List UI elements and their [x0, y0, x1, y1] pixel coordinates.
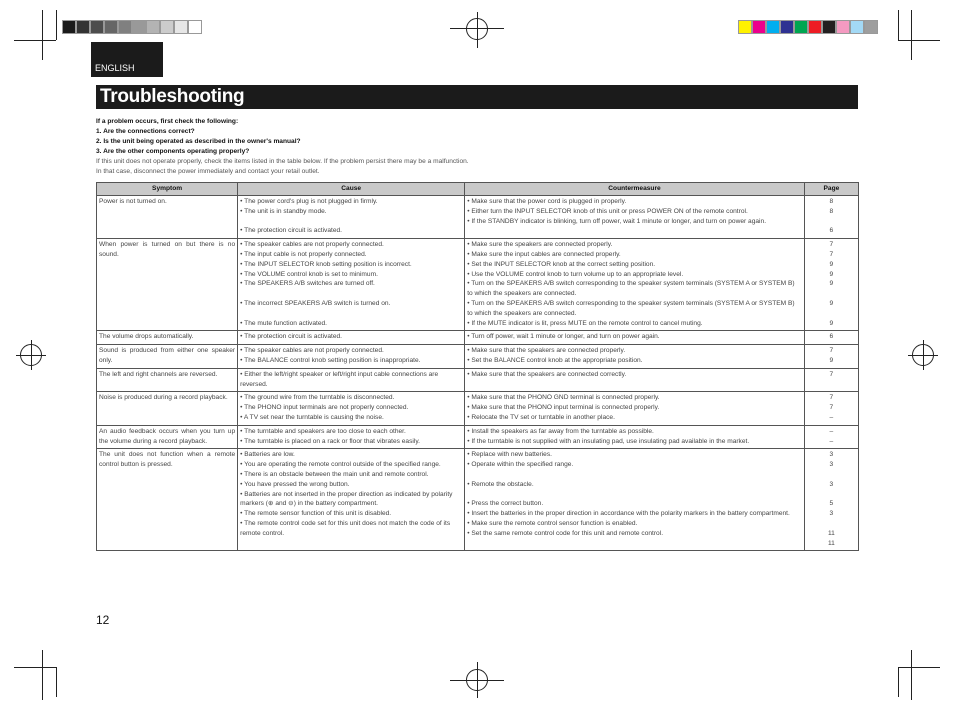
page-cell [804, 449, 858, 551]
countermeasure-cell-line: • Install the speakers as far away from the turntable as possible. [467, 427, 654, 435]
page-cell-line: 3 [829, 451, 834, 459]
page-cell-line: 9 [829, 299, 834, 307]
cause-cell-line: • The INPUT SELECTOR knob setting position is incorrect. [240, 260, 412, 268]
page-title: Troubleshooting [100, 86, 245, 107]
page-cell-line: 5 [829, 500, 834, 508]
color-swatch [850, 20, 864, 34]
crop-mark [56, 667, 57, 697]
countermeasure-cell-line [467, 470, 802, 480]
table-row [97, 449, 859, 551]
color-swatch [160, 20, 174, 34]
cause-cell-line: • Either the left/right speaker or left/right input cable connections are reversed. [240, 370, 439, 388]
page-cell-line: – [829, 427, 834, 435]
table-header-row [97, 183, 859, 196]
page-cell-line: 11 [827, 539, 835, 547]
color-swatch [822, 20, 836, 34]
page-cell [804, 331, 858, 345]
countermeasure-cell [465, 449, 805, 551]
table-row [97, 392, 859, 425]
cause-cell-line: • The PHONO input terminals are not properly connected. [240, 404, 409, 412]
countermeasure-cell-line: • If the MUTE indicator is lit, press MUTE on the remote control to cancel muting. [467, 319, 703, 327]
table-row [97, 239, 859, 331]
registration-mark [466, 18, 488, 40]
page-cell [804, 368, 858, 392]
header-cause: Cause [238, 183, 465, 196]
intro-heading: 3. Are the other components operating properly? [96, 148, 250, 155]
color-swatch [794, 20, 808, 34]
page-cell [804, 239, 858, 331]
color-swatch [836, 20, 850, 34]
page-number: 12 [96, 613, 110, 627]
crop-mark [898, 667, 940, 668]
cause-cell-line: • Batteries are low. [240, 451, 295, 459]
page-cell-line: 7 [829, 404, 834, 412]
page-cell-line: 3 [829, 480, 834, 488]
countermeasure-cell-line: • Set the BALANCE control knob at the appropriate position. [467, 356, 643, 364]
page-cell-line: 8 [829, 207, 834, 215]
cause-cell-line: • The speaker cables are not properly connected. [240, 347, 384, 355]
page-cell-line: 9 [829, 270, 834, 278]
symptom-cell: Sound is produced from either one speaker only. [97, 345, 238, 369]
symptom-cell: Noise is produced during a record playback. [97, 392, 238, 425]
cause-cell-line: • The turntable and speakers are too close to each other. [240, 427, 406, 435]
gray-color-bar [62, 20, 202, 34]
cause-cell-line: • The VOLUME control knob is set to minimum. [240, 270, 378, 278]
cause-cell-line [240, 309, 462, 319]
countermeasure-cell-line: • Turn on the SPEAKERS A/B switch corresponding to the speaker system terminals (SYSTEM A or SYSTEM B) to which the speakers are connected. [467, 280, 795, 298]
countermeasure-cell-line: • Make sure that the PHONO input terminal is connected properly. [467, 404, 660, 412]
cause-cell-line: • The BALANCE control knob setting position is inappropriate. [240, 356, 421, 364]
cause-cell [238, 368, 465, 392]
cause-cell [238, 196, 465, 239]
crop-mark [14, 40, 56, 41]
page-cell-line: 7 [829, 241, 834, 249]
symptom-cell: When power is turned on but there is no sound. [97, 239, 238, 331]
countermeasure-cell-line: • Turn on the SPEAKERS A/B switch corresponding to the speaker system terminals (SYSTEM A or SYSTEM B) to which the speakers are connected. [467, 299, 795, 317]
intro-heading: If a problem occurs, first check the following: [96, 118, 239, 125]
cause-cell-line [240, 289, 462, 299]
cause-cell-line: • The protection circuit is activated. [240, 333, 343, 341]
page-cell-line: 9 [829, 356, 834, 364]
page-cell-line: 9 [829, 280, 834, 288]
countermeasure-cell [465, 425, 805, 449]
page-cell-line: – [829, 413, 834, 421]
countermeasure-cell-line: • Replace with new batteries. [467, 451, 552, 459]
cause-cell-line: • The input cable is not properly connected. [240, 250, 367, 258]
crop-mark [56, 10, 57, 40]
page-cell-line: 11 [827, 529, 835, 537]
page-cell-line [807, 217, 856, 227]
countermeasure-cell-line: • Press the correct button. [467, 500, 544, 508]
table-row [97, 425, 859, 449]
color-swatch [808, 20, 822, 34]
countermeasure-cell-line: • Set the INPUT SELECTOR knob at the correct setting position. [467, 260, 656, 268]
troubleshooting-table [96, 182, 859, 551]
page-cell-line: – [829, 437, 834, 445]
cause-cell [238, 345, 465, 369]
symptom-cell: The unit does not function when a remote control button is pressed. [97, 449, 238, 551]
symptom-cell: The volume drops automatically. [97, 331, 238, 345]
page-cell-line: 6 [829, 227, 834, 235]
language-tab [91, 42, 163, 77]
page-cell-line [807, 309, 856, 319]
countermeasure-cell-line: • Make sure the remote control sensor function is enabled. [467, 519, 638, 527]
header-countermeasure: Countermeasure [465, 183, 805, 196]
cause-cell-line: • Batteries are not inserted in the proper direction as indicated by polarity markers (⊕ and ⊖) in the battery compartment. [240, 490, 453, 508]
page-cell-line: 3 [829, 461, 834, 469]
countermeasure-cell-line: • Use the VOLUME control knob to turn volume up to an appropriate level. [467, 270, 684, 278]
cause-cell-line: • The turntable is placed on a rack or floor that vibrates easily. [240, 437, 420, 445]
countermeasure-cell-line: • Make sure the speakers are connected properly. [467, 241, 613, 249]
page-cell-line: 9 [829, 260, 834, 268]
countermeasure-cell [465, 239, 805, 331]
crop-mark [911, 650, 912, 700]
intro-text [96, 117, 858, 177]
registration-mark [466, 669, 488, 691]
page-cell-line: 7 [829, 394, 834, 402]
page-cell [804, 345, 858, 369]
crop-mark [42, 10, 43, 60]
cause-cell-line: • The remote sensor function of this unit is disabled. [240, 510, 392, 518]
intro-note: If this unit does not operate properly, check the items listed in the table below. If the problem persist there may be a malfunction. [96, 158, 469, 165]
color-swatch [132, 20, 146, 34]
countermeasure-cell-line: • Either turn the INPUT SELECTOR knob of this unit or press POWER ON of the remote control. [467, 207, 748, 215]
color-swatch [864, 20, 878, 34]
symptom-cell: The left and right channels are reversed. [97, 368, 238, 392]
table-row [97, 345, 859, 369]
crop-mark [898, 667, 899, 697]
countermeasure-cell [465, 392, 805, 425]
page-cell-line: 6 [829, 333, 834, 341]
color-swatch [104, 20, 118, 34]
page-cell-line: 9 [829, 319, 834, 327]
symptom-cell: Power is not turned on. [97, 196, 238, 239]
countermeasure-cell-line: • Operate within the specified range. [467, 461, 574, 469]
cause-cell-line: • The speaker cables are not properly connected. [240, 241, 384, 249]
language-label: ENGLISH [95, 63, 135, 73]
title-bar [96, 85, 858, 109]
countermeasure-cell-line: • Remote the obstacle. [467, 480, 534, 488]
page-cell-line [807, 519, 856, 529]
countermeasure-cell [465, 196, 805, 239]
cause-cell [238, 331, 465, 345]
table-row [97, 368, 859, 392]
page-cell-line [807, 289, 856, 299]
countermeasure-cell-line: • Make sure the input cables are connected properly. [467, 250, 621, 258]
cause-cell [238, 449, 465, 551]
color-swatch [90, 20, 104, 34]
color-swatch [62, 20, 76, 34]
intro-note: In that case, disconnect the power immediately and contact your retail outlet. [96, 168, 320, 175]
page-cell [804, 196, 858, 239]
countermeasure-cell-line: • Insert the batteries in the proper direction in accordance with the polarity markers in the battery compartment. [467, 510, 790, 518]
cause-cell-line: • The ground wire from the turntable is disconnected. [240, 394, 395, 402]
color-swatch [146, 20, 160, 34]
countermeasure-cell-line [467, 490, 802, 500]
color-swatch [174, 20, 188, 34]
page-cell-line [807, 490, 856, 500]
page-cell-line: 3 [829, 510, 834, 518]
cause-cell-line [240, 217, 462, 227]
header-page: Page [804, 183, 858, 196]
cause-cell [238, 425, 465, 449]
cause-cell-line: • The mute function activated. [240, 319, 327, 327]
countermeasure-cell-line: • Relocate the TV set or turntable in another place. [467, 413, 615, 421]
countermeasure-cell [465, 345, 805, 369]
page-cell-line: 8 [829, 198, 834, 205]
cause-cell-line: • You are operating the remote control outside of the specified range. [240, 461, 441, 469]
cause-cell [238, 239, 465, 331]
cause-cell [238, 392, 465, 425]
color-swatch [738, 20, 752, 34]
cause-cell-line: • The incorrect SPEAKERS A/B switch is turned on. [240, 299, 391, 307]
page-cell [804, 392, 858, 425]
cause-cell-line: • The unit is in standby mode. [240, 207, 327, 215]
color-swatch [752, 20, 766, 34]
cause-cell-line: • The power cord's plug is not plugged in firmly. [240, 198, 378, 205]
page-cell [804, 425, 858, 449]
countermeasure-cell-line: • Make sure that the speakers are connected properly. [467, 347, 626, 355]
color-swatch [188, 20, 202, 34]
intro-heading: 2. Is the unit being operated as described in the owner's manual? [96, 138, 301, 145]
countermeasure-cell-line: • Make sure that the power cord is plugged in properly. [467, 198, 627, 205]
crop-mark [898, 40, 940, 41]
crop-mark [911, 10, 912, 60]
color-swatch [766, 20, 780, 34]
cause-cell-line: • The protection circuit is activated. [240, 227, 343, 235]
countermeasure-cell [465, 331, 805, 345]
crop-mark [42, 650, 43, 700]
intro-heading: 1. Are the connections correct? [96, 128, 195, 135]
countermeasure-cell-line: • Set the same remote control code for this unit and remote control. [467, 529, 664, 537]
color-swatch [76, 20, 90, 34]
header-symptom: Symptom [97, 183, 238, 196]
color-swatch [780, 20, 794, 34]
cause-cell-line: • A TV set near the turntable is causing the noise. [240, 413, 384, 421]
countermeasure-cell-line: • Make sure that the speakers are connected correctly. [467, 370, 627, 378]
cause-cell-line: • There is an obstacle between the main unit and remote control. [240, 470, 429, 478]
color-swatch [118, 20, 132, 34]
page-cell-line: 7 [829, 250, 834, 258]
countermeasure-cell-line: • If the turntable is not supplied with an insulating pad, use insulating pad available in the market. [467, 437, 750, 445]
page-cell-line [807, 470, 856, 480]
countermeasure-cell-line: • Make sure that the PHONO GND terminal is connected properly. [467, 394, 660, 402]
cause-cell-line: • The remote control code set for this unit does not match the code of its remote control. [240, 519, 451, 537]
page-cell-line: 7 [829, 370, 834, 378]
countermeasure-cell-line: • If the STANDBY indicator is blinking, turn off power, wait 1 minute or longer, and turn on power again. [467, 217, 767, 225]
registration-mark [20, 344, 42, 366]
table-row [97, 196, 859, 239]
symptom-cell: An audio feedback occurs when you turn up the volume during a record playback. [97, 425, 238, 449]
cause-cell-line: • You have pressed the wrong button. [240, 480, 350, 488]
crop-mark [898, 10, 899, 40]
crop-mark [14, 667, 56, 668]
countermeasure-cell [465, 368, 805, 392]
registration-mark [912, 344, 934, 366]
countermeasure-cell-line: • Turn off power, wait 1 minute or longer, and turn on power again. [467, 333, 660, 341]
cause-cell-line: • The SPEAKERS A/B switches are turned off. [240, 280, 375, 288]
table-row [97, 331, 859, 345]
page-cell-line: 7 [829, 347, 834, 355]
color-bar [738, 20, 878, 34]
